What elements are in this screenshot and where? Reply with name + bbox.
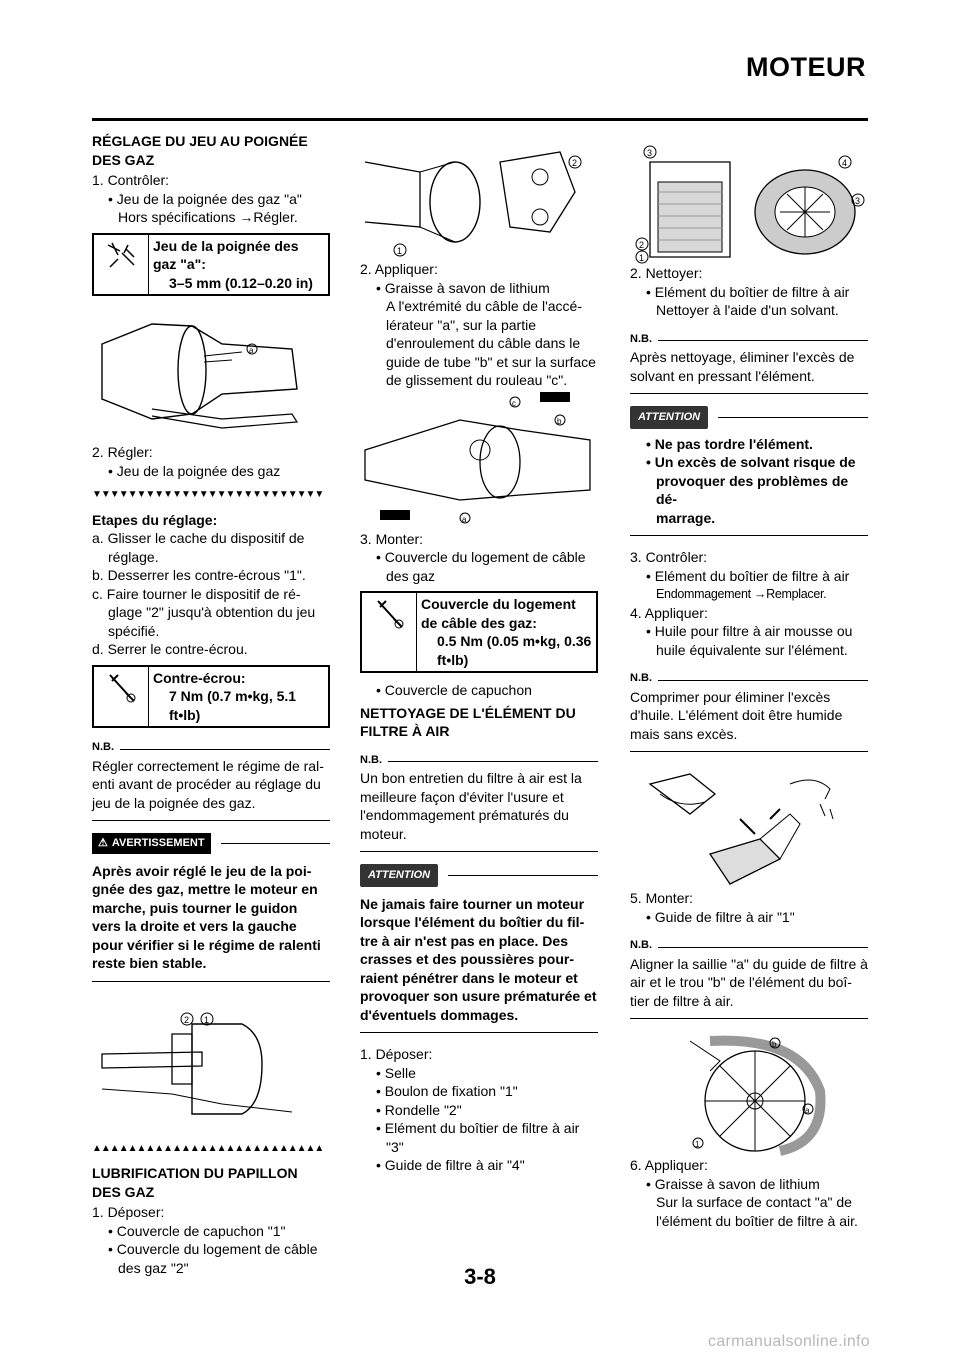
procedure-end-marker: ▲▲▲▲▲▲▲▲▲▲▲▲▲▲▲▲▲▲▲▲▲▲▲▲▲▲ xyxy=(92,1142,324,1154)
lubrication-figure xyxy=(360,390,598,530)
warning-end-rule xyxy=(92,981,330,982)
section-heading: NETTOYAGE DE L'ÉLÉMENT DU FILTRE À AIR xyxy=(360,704,576,739)
note-end-rule xyxy=(630,393,868,394)
svg-text:a: a xyxy=(249,346,254,355)
note-end-rule xyxy=(630,751,868,752)
svg-text:2: 2 xyxy=(184,1014,190,1025)
procedure-heading: Etapes du réglage: xyxy=(92,511,218,528)
section-heading: RÉGLAGE DU JEU AU POIGNÉE DES GAZ xyxy=(92,133,308,168)
procedure-step-cont: réglage. xyxy=(108,548,159,565)
procedure-step: a. Glisser le cache du dispositif de xyxy=(92,530,305,546)
note-header: N.B. xyxy=(630,936,868,955)
step-item: • Huile pour filtre à air mousse ou xyxy=(646,623,853,639)
svg-text:c: c xyxy=(512,398,516,408)
column-2 xyxy=(360,132,598,1175)
svg-text:1: 1 xyxy=(695,1140,700,1149)
procedure-start-marker: ▼▼▼▼▼▼▼▼▼▼▼▼▼▼▼▼▼▼▼▼▼▼▼▼▼▼ xyxy=(92,489,324,500)
column-1 xyxy=(92,132,330,1277)
spec-label: Couvercle du logement xyxy=(421,596,576,612)
note-end-rule xyxy=(630,1018,868,1019)
warning-icon: ⚠ xyxy=(98,837,108,849)
adjuster-figure xyxy=(92,994,330,1134)
attention-badge: ATTENTION xyxy=(360,864,438,887)
note-text: Un bon entretien du filtre à air est la meilleure façon d'éviter l'usure et l'endommagement prématurés du moteur. xyxy=(360,770,582,842)
step: 1. Déposer: xyxy=(92,1204,165,1220)
step-item-cont: Sur la surface de contact "a" de l'élément du boîtier de filtre à air. xyxy=(656,1194,858,1229)
step-item: • Couvercle de capuchon "1" xyxy=(108,1222,286,1239)
attention-end-rule xyxy=(630,535,868,536)
attention-item: • Un excès de solvant risque de xyxy=(646,454,856,470)
cable-housing-figure xyxy=(360,132,598,260)
spec-label: Contre-écrou: xyxy=(153,669,246,686)
step-item: • Elément du boîtier de filtre à air xyxy=(646,567,850,584)
step: 5. Monter: xyxy=(630,890,694,906)
svg-text:1: 1 xyxy=(204,1014,210,1025)
step-note: Hors spécifications →Régler. xyxy=(118,209,298,225)
step-item: • Couvercle du logement de câble xyxy=(376,549,586,565)
torque-wrench-icon xyxy=(94,667,149,727)
spec-box xyxy=(360,591,598,673)
spec-value: 7 Nm (0.7 m•kg, 5.1 xyxy=(169,688,297,704)
spec-value: 0.5 Nm (0.05 m•kg, 0.36 xyxy=(437,633,592,649)
svg-text:b: b xyxy=(772,1040,777,1049)
step-item-cont: Endommagement →Remplacer. xyxy=(656,587,827,601)
air-filter-figure xyxy=(630,132,868,264)
step: 3. Contrôler: xyxy=(630,549,708,565)
svg-text:1: 1 xyxy=(397,246,403,256)
step: 1. Contrôler: xyxy=(92,172,170,188)
spec-value: 3–5 mm (0.12–0.20 in) xyxy=(169,274,313,291)
svg-text:3: 3 xyxy=(855,196,861,206)
section-heading: LUBRIFICATION DU PAPILLON DES GAZ xyxy=(92,1165,298,1200)
spec-box xyxy=(92,233,330,297)
procedure-step-cont: glage "2" jusqu'à obtention du jeu xyxy=(108,604,316,620)
step: 3. Monter: xyxy=(360,530,424,547)
step-item: • Guide de filtre à air "4" xyxy=(376,1157,525,1173)
attention-header xyxy=(630,406,868,429)
note-text: Régler correctement le régime de ral-enti avant de procéder au réglage du jeu de la poignée des gaz. xyxy=(92,757,324,811)
step-item: • Jeu de la poignée des gaz xyxy=(108,462,281,479)
step-item-cont: "3" xyxy=(386,1138,404,1155)
step: 6. Appliquer: xyxy=(630,1157,708,1173)
column-3 xyxy=(630,132,868,1230)
note-header: N.B. xyxy=(360,751,598,770)
header-rule xyxy=(92,118,868,121)
svg-text:a: a xyxy=(805,1106,810,1115)
step-item-cont: A l'extrémité du câble de l'accé-lérateur "a", sur la partie d'enroulement du câble dans le guide de tube "b" et sur la surface de glissement du rouleau "c". xyxy=(386,298,596,388)
attention-item-cont: marrage. xyxy=(656,509,716,526)
spec-label: de câble des gaz: xyxy=(421,614,537,631)
step-item: • Couvercle du logement de câble xyxy=(108,1241,318,1257)
note-text: Comprimer pour éliminer l'excès d'huile. L'élément doit être humide mais sans excès. xyxy=(630,688,843,742)
throttle-grip-figure xyxy=(92,304,330,439)
note-header: N.B. xyxy=(92,738,330,757)
spec-tool-icon xyxy=(94,235,149,295)
note-text: Après nettoyage, éliminer l'excès de solvant en pressant l'élément. xyxy=(630,349,855,384)
step-item: • Graisse à savon de lithium xyxy=(646,1175,820,1192)
svg-text:3: 3 xyxy=(647,148,653,158)
filter-guide-figure xyxy=(630,1031,868,1156)
attention-badge: ATTENTION xyxy=(630,406,708,429)
step-item: • Selle xyxy=(376,1064,416,1081)
step: 2. Nettoyer: xyxy=(630,265,703,281)
note-text: Aligner la saillie "a" du guide de filtre à air et le trou "b" de l'élément du boî-tier de filtre à air. xyxy=(630,955,868,1009)
attention-item: • Ne pas tordre l'élément. xyxy=(646,435,813,452)
svg-text:2: 2 xyxy=(572,158,578,168)
note-header: N.B. xyxy=(630,669,868,688)
step-item-cont: des gaz xyxy=(386,567,436,584)
step-item: • Jeu de la poignée des gaz "a" xyxy=(108,190,302,207)
step-item: • Rondelle "2" xyxy=(376,1101,462,1118)
svg-text:a: a xyxy=(462,514,467,524)
step-item: • Guide de filtre à air "1" xyxy=(646,908,795,925)
attention-header xyxy=(360,864,598,887)
step: 4. Appliquer: xyxy=(630,604,708,621)
step-item-cont: des gaz "2" xyxy=(118,1259,189,1276)
note-end-rule xyxy=(360,851,598,852)
procedure-step: b. Desserrer les contre-écrous "1". xyxy=(92,567,306,583)
spec-label: gaz "a": xyxy=(153,256,206,272)
step-item-cont: huile équivalente sur l'élément. xyxy=(656,641,848,658)
svg-text:b: b xyxy=(557,416,562,426)
page-title: MOTEUR xyxy=(746,52,866,82)
note-header: N.B. xyxy=(630,330,868,349)
procedure-step-cont: spécifié. xyxy=(108,622,160,639)
svg-text:1: 1 xyxy=(639,253,645,263)
spec-value: ft•lb) xyxy=(437,651,469,668)
svg-text:4: 4 xyxy=(842,158,848,168)
spec-value: ft•lb) xyxy=(169,706,201,723)
step-item: • Graisse à savon de lithium xyxy=(376,279,550,296)
torque-wrench-icon xyxy=(362,593,417,671)
procedure-step: d. Serrer le contre-écrou. xyxy=(92,641,248,657)
svg-text:2: 2 xyxy=(639,240,645,250)
step-item: • Elément du boîtier de filtre à air xyxy=(646,283,850,300)
watermark-link[interactable]: carmanualsonline.info xyxy=(708,1333,870,1350)
spec-label: Jeu de la poignée des xyxy=(153,237,299,254)
step-item: • Boulon de fixation "1" xyxy=(376,1083,518,1099)
warning-text: Après avoir réglé le jeu de la poi-gnée des gaz, mettre le moteur en marche, puis tourner le guidon vers la droite et vers la gauche pour vérifier si le régime de ralenti reste bien stable. xyxy=(92,862,321,971)
step-item: • Elément du boîtier de filtre à air xyxy=(376,1120,580,1136)
procedure-step: c. Faire tourner le dispositif de ré- xyxy=(92,585,301,602)
page-number: 3-8 xyxy=(464,1264,496,1289)
step: 2. Régler: xyxy=(92,444,153,460)
step-item: • Couvercle de capuchon xyxy=(376,682,532,698)
warning-badge: ⚠ AVERTISSEMENT xyxy=(92,833,211,854)
step: 1. Déposer: xyxy=(360,1046,433,1062)
spec-box xyxy=(92,665,330,729)
note-end-rule xyxy=(92,820,330,821)
attention-text: Ne jamais faire tourner un moteur lorsque l'élément du boîtier du fil-tre à air n'est pas en place. Des crasses et des poussières pour-raient pénétrer dans le moteur et provoquer son usure prématurée et d'éventuels dommages. xyxy=(360,895,597,1023)
attention-end-rule xyxy=(360,1032,598,1033)
step-item-cont: Nettoyer à l'aide d'un solvant. xyxy=(656,302,839,318)
oil-filter-figure xyxy=(630,764,868,889)
warning-header xyxy=(92,833,330,854)
step: 2. Appliquer: xyxy=(360,261,438,277)
attention-item-cont: provoquer des problèmes de dé- xyxy=(656,472,849,507)
